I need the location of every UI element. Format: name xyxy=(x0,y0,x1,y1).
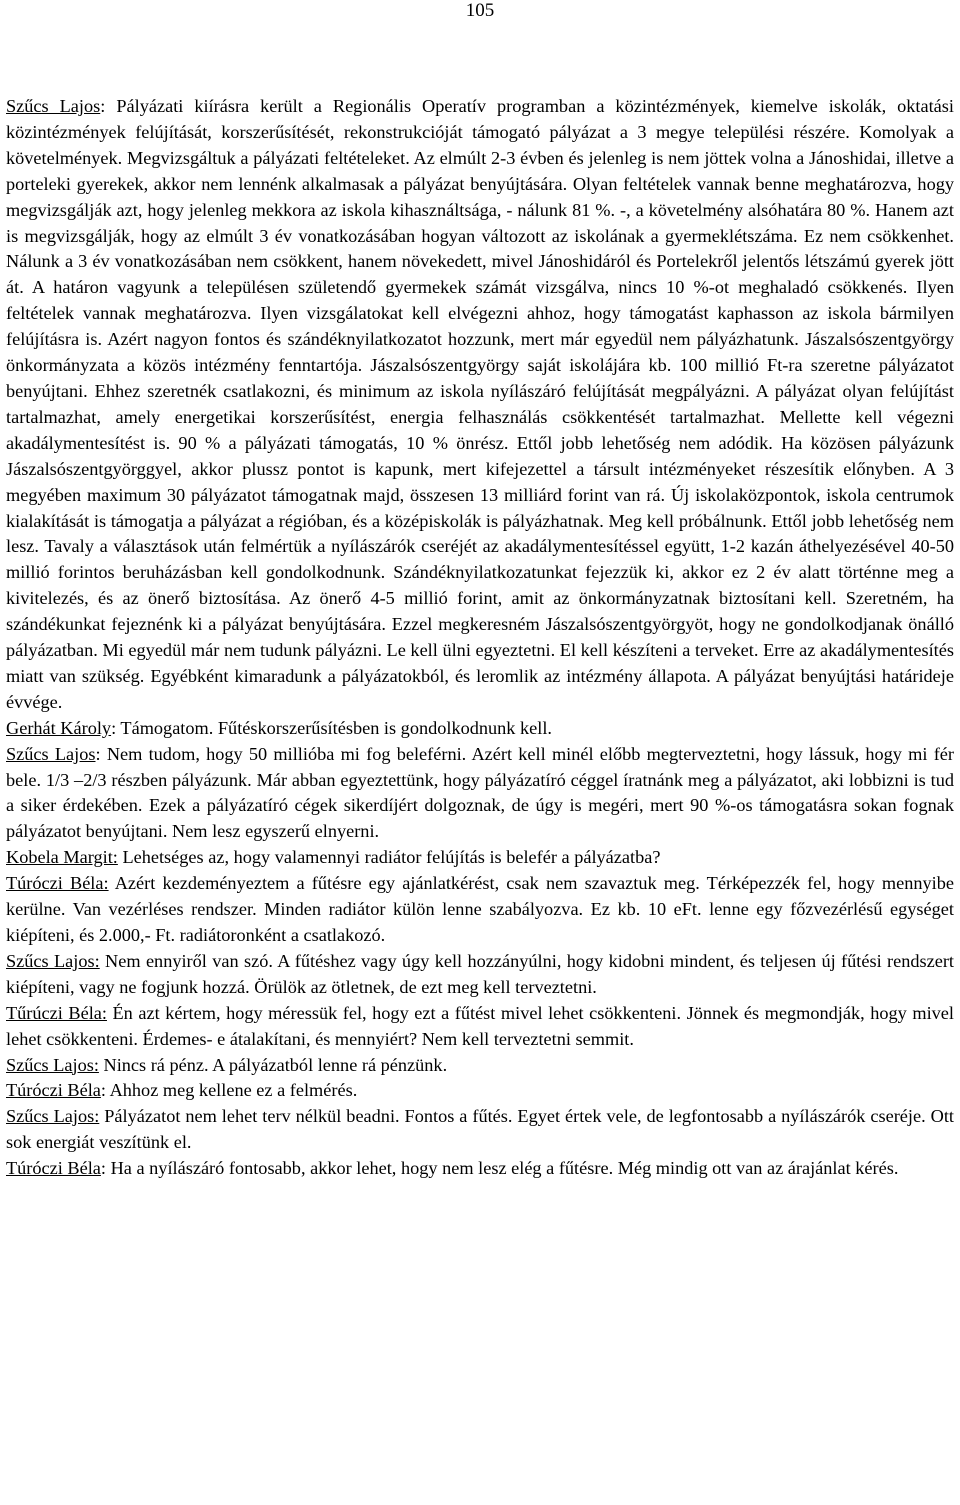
paragraph-1 xyxy=(6,94,954,716)
paragraph-3 xyxy=(6,742,954,846)
paragraph-text: Azért kezdeményeztem a fűtésre egy ajánlatkérést, csak nem szavaztuk meg. Térképezzék fel, hogy mennyibe kerülne. Van vezérléses rendszer. Minden radiátor külön lenne szabályozva. Ez kb. 10 eFt. lenne egy főzvezérlésű egységet kiépíteni, és 2.000,- Ft. radiátoronként a csatlakozó. xyxy=(6,873,954,945)
paragraph-2 xyxy=(6,716,954,742)
paragraph-text: Ahhoz meg kellene ez a felmérés. xyxy=(106,1080,358,1101)
speaker-name: Tűrúczi Béla: xyxy=(6,1002,107,1023)
paragraph-text: Nem ennyiről van szó. A fűtéshez vagy úgy kell hozzányúlni, hogy kidobni mindent, és teljesen új fűtési rendszert kiépíteni, vagy ne fogjunk hozzá. Örülök az ötletnek, de ezt meg kell terveztetni. xyxy=(6,950,954,997)
paragraph-text: Ha a nyílászáró fontosabb, akkor lehet, hogy nem lesz elég a fűtésre. Még mindig ott van az árajánlat kérés. xyxy=(106,1158,899,1179)
paragraph-text: Pályázati kiírásra került a Regionális Operatív programban a közintézmények, kiemelve iskolák, oktatási közintézmények felújítását, korszerűsítését, rekonstrukcióját támogató pályázat a 3 megye települési részére. Komolyak a követelmények. Megvizsgáltuk a pályázati feltételeket. Az elmúlt 2-3 évben és jelenleg is nem jöttek volna a Jánoshidai, illetve a porteleki gyerekek, akkor nem lennénk alkalmasak a pályázat benyújtására. Olyan feltételek vannak benne meghatározva, hogy megvizsgálják azt, hogy jelenleg mekkora az iskola kihasználtsága, - nálunk 81 %. -, a követelmény alsóhatára 80 %. Hanem azt is megvizsgálják, hogy az elmúlt 3 év vonatkozásában hogyan változott az iskolának a gyermeklétszáma. Ez nem csökkenhet. Nálunk a 3 év vonatkozásában nem csökkent, hanem növekedett, mivel Jánoshidáról és Portelekről jelentős létszámú gyerek jött át. A határon vagyunk a településen születendő gyermekek számát vizsgálva, nincs 10 %-ot meghaladó csökkenés. Ilyen feltételek vannak meghatározva. Ilyen vizsgálatokat kell elvégezni ahhoz, hogy támogatást kaphasson az iskola bármilyen felújításra is. Azért nagyon fontos és szándéknyilatkozatot hozzunk, mert már egyedül nem pályázhatunk. Jászalsószentgyörgy önkormányzata a közös intézmény fenntartója. Jászalsószentgyörgy saját iskolájára kb. 100 millió Ft-ra szeretne pályázatot benyújtani. Ehhez szeretnék csatlakozni, és minimum az iskola nyílászáró felújítását megpályázni. A pályázat olyan felújítást tartalmazhat, amely energetikai korszerűsítést, energia felhasználás csökkentését tartalmazhat. Mellette kell végezni akadálymentesítést is. 90 % a pályázati támogatás, 10 % önrész. Ettől jobb lehetőség nem adódik. Ha közösen pályázunk Jászalsószentgyörggyel, akkor plussz pontot is kapunk, mert kifejezettel a társult intézményeket részesítik előnyben. A 3 megyében maximum 30 pályázatot támogatnak majd, összesen 13 milliárd forint van rá. Új iskolaközpontok, iskola centrumok kialakítását is támogatja a pályázat a régióban, és a középiskolák is pályázhatnak. Meg kell próbálnunk. Ettől jobb lehetőség nem lesz. Tavaly a választások után felmértük a nyílászárók cseréjét az akadálymentesítéssel együtt, 1-2 kazán áthelyezésével 40-50 millió forintos beruházásban kell gondolkodnunk. Szándéknyilatkozatunkat fejezzük ki, akkor ez 2 év alatt történne meg a kivitelezés, és az önerő biztosítása. Az önerő 4-5 millió forint, amit az önkormányzatnak biztosítani kell. Szeretném, ha szándékunkat fejeznénk ki a pályázat benyújtására. Ezzel megkeresném Jászalsószentgyörgyöt, hogy ne gondolkodjanak önálló pályázatban. Mi egyedül már nem tudunk pályázni. Le kell ülni egyeztetni. El kell készíteni a terveket. Erre az akadálymentesítés miatt van szükség. Egyébként kimaradunk a pályázatokból, és leromlik az intézmény állapota. A pályázat benyújtási határideje évvége. xyxy=(6,96,954,712)
speaker-name: Szűcs Lajos: xyxy=(6,950,100,971)
paragraph-5 xyxy=(6,871,954,949)
paragraph-4 xyxy=(6,845,954,871)
speaker-name: Szűcs Lajos xyxy=(6,96,101,116)
speaker-colon: : xyxy=(95,743,101,764)
speaker-name: Szűcs Lajos: xyxy=(6,1106,100,1127)
paragraph-11 xyxy=(6,1156,954,1182)
speaker-name: Szűcs Lajos: xyxy=(6,1054,99,1075)
speaker-name: Gerhát Károly xyxy=(6,717,112,738)
speaker-name: Kobela Margit: xyxy=(6,847,118,868)
speaker-name: Túróczi Béla: xyxy=(6,873,109,894)
paragraph-text: Pályázatot nem lehet terv nélkül beadni. Fontos a fűtés. Egyet értek vele, de legfontosabb a nyílászárók cseréje. Ott sok energiát veszítünk el. xyxy=(6,1106,954,1153)
paragraph-7 xyxy=(6,1001,954,1053)
paragraph-6 xyxy=(6,949,954,1001)
paragraph-text: Nincs rá pénz. A pályázatból lenne rá pénzünk. xyxy=(98,1054,448,1075)
speaker-name: Szűcs Lajos xyxy=(6,743,96,764)
paragraph-8 xyxy=(6,1053,954,1079)
document-body xyxy=(6,94,954,1182)
page-number: 105 xyxy=(465,0,495,21)
paragraph-text: Én azt kértem, hogy méressük fel, hogy ezt a fűtést mivel lehet csökkenteni. Jönnek és megmondják, hogy mivel lehet csökkenteni. Érdemes- e átalakítani, és mennyiért? Nem kell terveztetni semmit. xyxy=(6,1002,954,1049)
speaker-name: Túróczi Béla xyxy=(6,1080,101,1101)
paragraph-9 xyxy=(6,1078,954,1104)
speaker-colon: : xyxy=(111,717,117,738)
paragraph-text: Lehetséges az, hogy valamennyi radiátor felújítás is belefér a pályázatba? xyxy=(117,847,661,868)
paragraph-text: Nem tudom, hogy 50 millióba mi fog beleférni. Azért kell minél előbb megterveztetni, hogy lássuk, hogy mi fér bele. 1/3 –2/3 részben pályázunk. Már abban egyeztettünk, hogy pályázatíró céggel íratnánk meg a pályázatot, aki lobbizni is tud a siker érdekében. Ezek a pályázatíró cégek sikerdíjért dolgoznak, de úgy is megéri, mert 90 %-os támogatásra sokan fognak pályázatot benyújtani. Nem lesz egyszerű elnyerni. xyxy=(6,743,954,842)
speaker-colon: : xyxy=(100,1158,107,1179)
speaker-colon: : xyxy=(100,96,106,116)
speaker-name: Túróczi Béla xyxy=(6,1158,101,1179)
paragraph-text: Támogatom. Fűtéskorszerűsítésben is gondolkodnunk kell. xyxy=(116,717,552,738)
speaker-colon: : xyxy=(100,1080,107,1101)
paragraph-10 xyxy=(6,1104,954,1156)
